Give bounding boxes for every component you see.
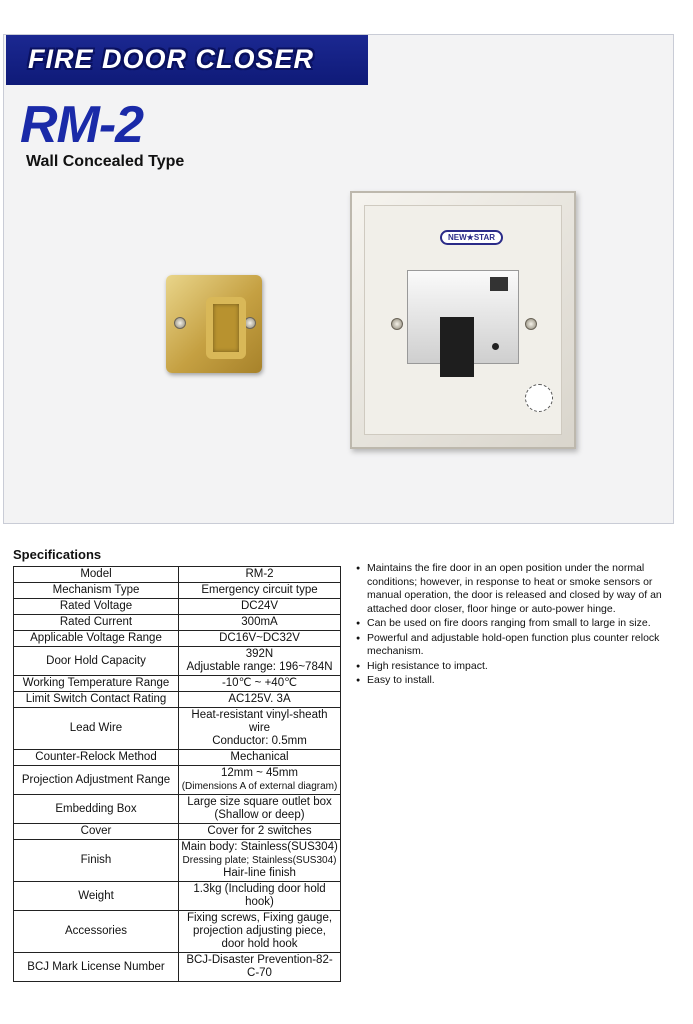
title-banner [6, 35, 368, 85]
spec-value-line: Fixing screws, Fixing gauge, [186, 912, 333, 924]
screw-icon [174, 317, 186, 329]
spec-label: Applicable Voltage Range [14, 631, 179, 647]
spec-value [179, 882, 341, 911]
spec-value-line: Large size square outlet box [187, 796, 332, 808]
spec-value-line: 1.3kg (Including door hold hook) [193, 883, 326, 908]
spec-label: Limit Switch Contact Rating [14, 692, 179, 708]
table-row [14, 583, 341, 599]
spec-label: Weight [14, 882, 179, 911]
spec-value-line: 12mm ~ 45mm [220, 767, 298, 779]
spec-value-line: projection adjusting piece, [193, 925, 326, 937]
spec-value [179, 911, 341, 953]
feature-list [356, 562, 674, 689]
table-row [14, 953, 341, 982]
spec-value [179, 615, 341, 631]
brand-logo: NEW★STAR [440, 230, 503, 245]
spec-value [179, 567, 341, 583]
spec-value-line: 300mA [241, 616, 278, 628]
spec-value [179, 750, 341, 766]
table-row [14, 676, 341, 692]
spec-label: BCJ Mark License Number [14, 953, 179, 982]
spec-value-line: Heat-resistant vinyl-sheath wire [191, 709, 328, 734]
spec-value [179, 824, 341, 840]
spec-value-line: Hair-line finish [223, 867, 296, 879]
table-row [14, 599, 341, 615]
table-row [14, 911, 341, 953]
spec-label: Model [14, 567, 179, 583]
spec-value [179, 766, 341, 795]
spec-value-line: RM-2 [245, 568, 274, 580]
spec-value [179, 795, 341, 824]
spec-label: Finish [14, 840, 179, 882]
hook-handle-icon [206, 297, 246, 359]
spec-label: Working Temperature Range [14, 676, 179, 692]
banner-title: FIRE DOOR CLOSER [28, 44, 315, 74]
spec-label: Accessories [14, 911, 179, 953]
specifications-table [13, 566, 341, 982]
spec-value [179, 599, 341, 615]
spec-value [179, 583, 341, 599]
spec-value-line: (Dimensions A of external diagram) [181, 781, 338, 792]
spec-value-line: Mechanical [230, 751, 289, 763]
table-row [14, 692, 341, 708]
magnet-block [440, 317, 474, 377]
spec-label: Rated Voltage [14, 599, 179, 615]
table-row [14, 882, 341, 911]
spec-value-line: -10℃ ~ +40℃ [221, 677, 298, 689]
spec-value-line: DC24V [240, 600, 279, 612]
spec-value [179, 647, 341, 676]
screw-icon [391, 318, 403, 330]
table-row [14, 647, 341, 676]
spec-label: Mechanism Type [14, 583, 179, 599]
spec-value-line: Conductor: 0.5mm [212, 735, 307, 747]
hook-plate-image [166, 275, 262, 373]
specs-heading: Specifications [13, 547, 102, 562]
spec-value-line: Main body: Stainless(SUS304) [181, 841, 338, 853]
spec-value [179, 840, 341, 882]
spec-value-line: Adjustable range: 196~784N [186, 661, 333, 673]
table-row [14, 824, 341, 840]
spec-value-line: AC125V. 3A [228, 693, 291, 705]
spec-value-line: Cover for 2 switches [207, 825, 312, 837]
product-subtitle: Wall Concealed Type [26, 153, 185, 170]
table-row [14, 750, 341, 766]
feature-item: ● High resistance to impact. [356, 660, 674, 674]
feature-item: ● Powerful and adjustable hold-open function plus counter relock mechanism. [356, 632, 674, 659]
spec-label: Rated Current [14, 615, 179, 631]
table-row [14, 631, 341, 647]
adjust-hole-icon [492, 343, 499, 350]
model-name: RM-2 [20, 96, 144, 154]
spec-value [179, 708, 341, 750]
spec-value [179, 953, 341, 982]
spec-value-line: Emergency circuit type [201, 584, 318, 596]
release-mechanism [407, 270, 519, 364]
spec-value-line: DC16V~DC32V [219, 632, 300, 644]
feature-item: ● Maintains the fire door in an open position under the normal conditions; however, in response to heat or smoke sensors or manual operation, the door is released and closed by way of an attached door closer, floor hinge or auto-power hinge. [356, 562, 674, 616]
spec-label: Door Hold Capacity [14, 647, 179, 676]
spec-value [179, 631, 341, 647]
spec-value-line: 392N [245, 648, 274, 660]
table-row [14, 795, 341, 824]
table-row [14, 840, 341, 882]
spec-label: Embedding Box [14, 795, 179, 824]
spec-label: Cover [14, 824, 179, 840]
closer-unit-image [350, 191, 576, 449]
table-row [14, 567, 341, 583]
spec-value-line: (Shallow or deep) [214, 809, 305, 821]
table-row [14, 615, 341, 631]
panel-face [364, 205, 562, 435]
spec-value-line: door hold hook [221, 938, 298, 950]
feature-item: ● Can be used on fire doors ranging from small to large in size. [356, 617, 674, 631]
spec-label: Projection Adjustment Range [14, 766, 179, 795]
certification-seal [525, 384, 553, 412]
table-row [14, 766, 341, 795]
screw-icon [525, 318, 537, 330]
feature-item: ● Easy to install. [356, 674, 674, 688]
product-hero [3, 34, 674, 524]
spec-value [179, 676, 341, 692]
spec-value-line: BCJ-Disaster Prevention-82-C-70 [186, 954, 333, 979]
latch-icon [490, 277, 508, 291]
table-row [14, 708, 341, 750]
spec-value-line: Dressing plate; Stainless(SUS304) [182, 855, 337, 866]
spec-value [179, 692, 341, 708]
spec-label: Lead Wire [14, 708, 179, 750]
spec-label: Counter-Relock Method [14, 750, 179, 766]
